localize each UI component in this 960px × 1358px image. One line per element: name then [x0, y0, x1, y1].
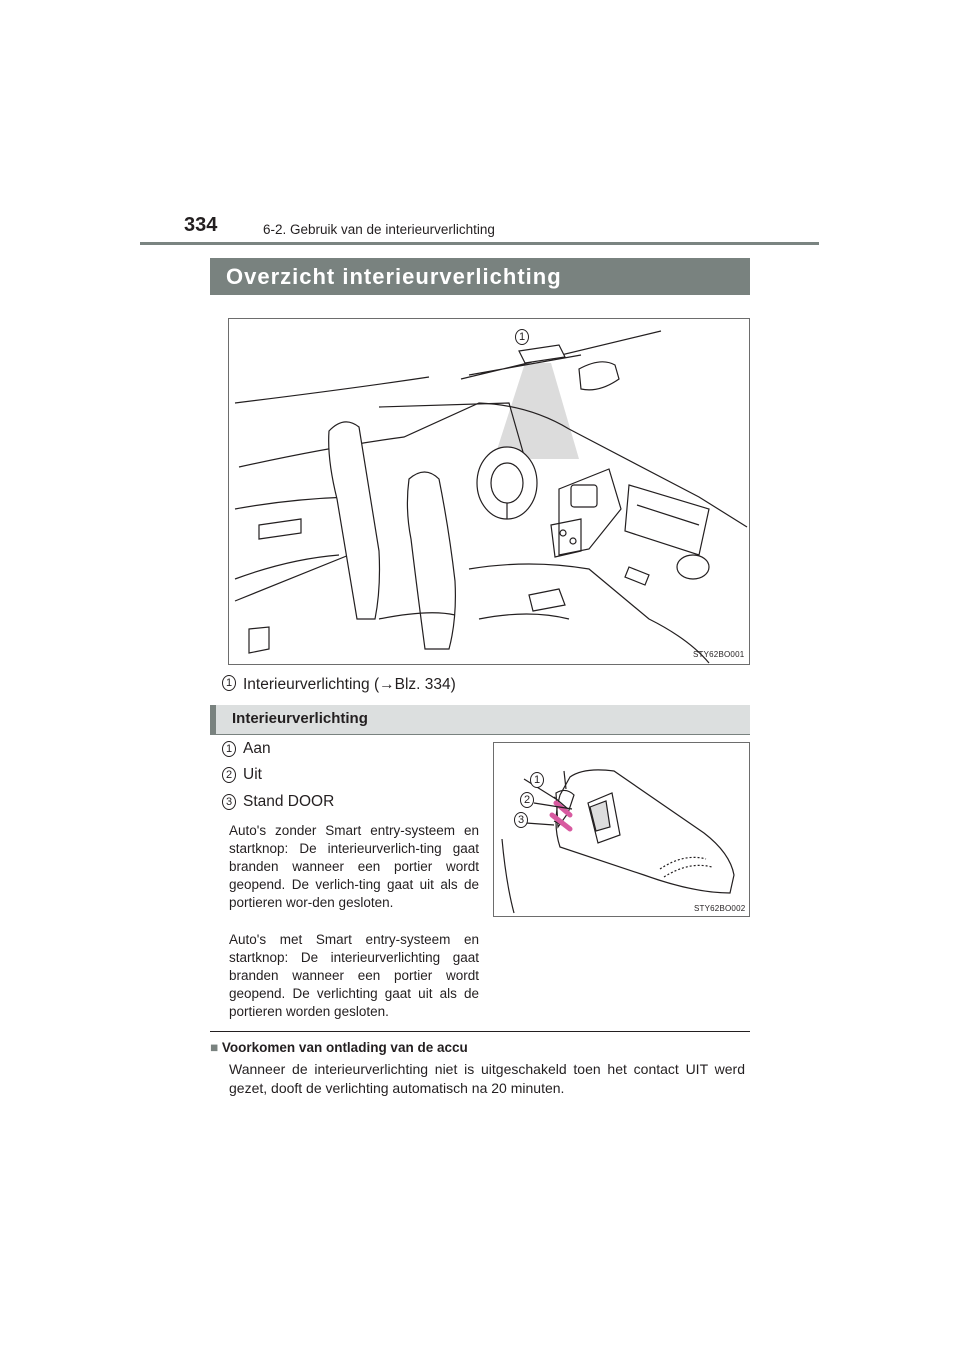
- page-number: 334: [184, 214, 218, 236]
- switch-callout-1: 1: [530, 772, 544, 788]
- item-number-badge: 2: [222, 767, 236, 783]
- item-label-door: Stand DOOR: [243, 793, 335, 810]
- section-label: 6-2. Gebruik van de interieurverlichting: [263, 222, 495, 237]
- item-label-off: Uit: [243, 766, 262, 783]
- figure-code: STY62BO002: [694, 904, 746, 913]
- item-number-badge: 1: [222, 741, 236, 757]
- caption-number-badge: 1: [222, 675, 236, 691]
- car-interior-illustration: [229, 319, 749, 664]
- description-paragraph: Auto's met Smart entry-systeem en startknop: De interieurverlichting gaat branden wanneer een portier wordt geopend. De verlichting gaat uit als de portieren worden gesloten.: [229, 932, 479, 1019]
- note-heading-text: Voorkomen van ontlading van de accu: [221, 1040, 468, 1055]
- note-body: Wanneer de interieurverlichting niet is uitgeschakeld toen het contact UIT werd gezet, dooft de verlichting automatisch na 20 minuten.: [229, 1061, 745, 1096]
- interior-overview-figure: [228, 318, 750, 665]
- subsection-heading: Interieurverlichting: [210, 705, 750, 735]
- description-paragraph: Auto's zonder Smart entry-systeem en startknop: De interieurverlich-ting gaat branden wanneer een portier wordt geopend. De verlich-ting gaat uit als de portieren wor-den gesloten.: [229, 823, 479, 910]
- figure-caption: Interieurverlichting (→Blz. 334): [243, 676, 456, 693]
- figure-callout-1: 1: [515, 329, 529, 345]
- note-heading: [210, 1040, 468, 1055]
- page-title: Overzicht interieurverlichting: [210, 258, 750, 295]
- light-switch-figure: [493, 742, 750, 917]
- light-switch-illustration: [494, 743, 749, 916]
- figure-code: STY62BO001: [693, 650, 745, 659]
- note-divider: [210, 1031, 750, 1032]
- item-label-on: Aan: [243, 740, 271, 757]
- header-rule: [140, 242, 819, 245]
- switch-callout-2: 2: [520, 792, 534, 808]
- note-bullet: ■: [210, 1040, 219, 1055]
- subsection-rule: [210, 734, 750, 735]
- switch-callout-3: 3: [514, 812, 528, 828]
- item-number-badge: 3: [222, 794, 236, 810]
